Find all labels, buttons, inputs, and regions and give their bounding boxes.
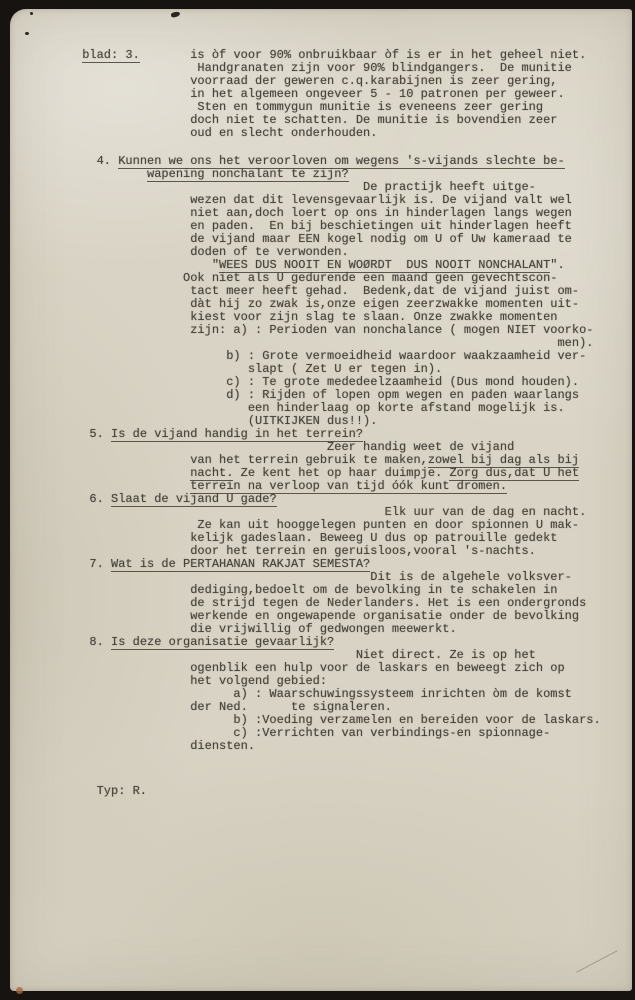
typewritten-line: d) : Rijden of lopen opm wegen en paden waarlangs xyxy=(75,388,580,402)
typewritten-line: 8. Is deze organisatie gevaarlijk? xyxy=(75,635,335,649)
typewritten-line: doden of te verwonden. xyxy=(75,245,349,259)
typewritten-line: diensten. xyxy=(75,739,256,753)
typewritten-line: dediging,bedoelt om de bevolking in te schakelen in xyxy=(75,583,558,597)
typewritten-line: "WEES DUS NOOIT EN WOØRDT DUS NOOIT NONCHALANT". xyxy=(75,258,565,272)
typewritten-line: 4. Kunnen we ons het veroorloven om wegens 's-vijands slechte be- xyxy=(75,154,565,168)
typewritten-line: slapt ( Zet U er tegen in). xyxy=(75,362,443,376)
typewritten-line: Dit is de algehele volksver- xyxy=(75,570,572,584)
typewritten-line: Sten en tommygun munitie is eveneens zeer gering xyxy=(75,100,544,114)
typewritten-line: Elk uur van de dag en nacht. xyxy=(75,505,587,519)
typewritten-line: wezen dat dit levensgevaarlijk is. De vijand valt wel xyxy=(75,193,572,207)
typewritten-line: c) : Te grote mededeelzaamheid (Dus mond houden). xyxy=(75,375,580,389)
typewritten-line: het volgend gebied: xyxy=(75,674,328,688)
typewritten-line: tact meer heeft gehad. Bedenk,dat de vijand juist om- xyxy=(75,284,580,298)
document-page xyxy=(10,9,632,991)
typewritten-line: een hinderlaag op korte afstand mogelijk is. xyxy=(75,401,565,415)
typewritten-line: Ze kan uit hooggelegen punten en door spionnen U mak- xyxy=(75,518,580,532)
typewritten-line: ogenblik een hulp voor de laskars en beweegt zich op xyxy=(75,661,565,675)
typewritten-line: en paden. En bij beschietingen uit hinderlagen heeft xyxy=(75,219,572,233)
ink-speck xyxy=(30,12,33,15)
ink-speck xyxy=(25,32,29,35)
typewritten-line: Ook niet als U gedurende een maand geen gevechtscon- xyxy=(75,271,558,285)
typewritten-line: a) : Waarschuwingssysteem inrichten òm de komst xyxy=(75,687,572,701)
typewritten-line: c) :Verrichten van verbindings-en spionnage- xyxy=(75,726,551,740)
typewritten-line: blad: 3. is òf voor 90% onbruikbaar òf is er in het geheel niet. xyxy=(82,48,587,62)
typewritten-line: voorraad der geweren c.q.karabijnen is zeer gering, xyxy=(75,74,558,88)
typewritten-line: door het terrein en geruisloos,vooral 's-nachts. xyxy=(75,544,536,558)
typewritten-line: kelijk gadeslaan. Beweeg U dus op patrouille gedekt xyxy=(75,531,558,545)
typewritten-line: b) : Grote vermoeidheid waardoor waakzaamheid ver- xyxy=(75,349,587,363)
typewritten-line: 6. Slaat de vijand U gade? xyxy=(75,492,277,506)
typewritten-line: De practijk heeft uitge- xyxy=(75,180,536,194)
rust-speck xyxy=(16,987,23,994)
typewritten-line: Handgranaten zijn voor 90% blindgangers. De munitie xyxy=(75,61,572,75)
typewritten-line: terrein na verloop van tijd óók kunt dromen. xyxy=(190,479,508,493)
typewritten-line: oud en slecht onderhouden. xyxy=(75,126,378,140)
typewritten-line: van het terrein gebruik te maken,zowel bij dag als bij xyxy=(75,453,580,467)
typewritten-lines xyxy=(10,9,632,798)
typewritten-line: der Ned. te signaleren. xyxy=(75,700,392,714)
typewritten-line: de vijand maar EEN kogel nodig om U of Uw kameraad te xyxy=(75,232,572,246)
typewritten-line: niet aan,doch loert op ons in hinderlagen langs wegen xyxy=(75,206,572,220)
typewritten-line: doch niet te schatten. De munitie is bovendien zeer xyxy=(75,113,558,127)
typewritten-line: Niet direct. Ze is op het xyxy=(75,648,536,662)
typewritten-line: werkende en ongewapende organisatie onder de bevolking xyxy=(75,609,580,623)
typewritten-line: (UITKIJKEN dus!!). xyxy=(75,414,378,428)
typewritten-line: dàt hij zo zwak is,onze eigen zeerzwakke momenten uit- xyxy=(75,297,580,311)
typewritten-line: kiest voor zijn slag te slaan. Onze zwakke momenten xyxy=(75,310,558,324)
typewritten-line: wapening nonchalant te zijn? xyxy=(147,167,349,181)
typewritten-line: men). xyxy=(75,336,594,350)
typewritten-line: zijn: a) : Perioden van nonchalance ( mogen NIET voorko- xyxy=(75,323,594,337)
typewritten-line: die vrijwillig of gedwongen meewerkt. xyxy=(75,622,457,636)
typewritten-line: Zeer handig weet de vijand xyxy=(75,440,515,454)
paper-crease xyxy=(576,950,626,988)
typewritten-line: nacht. Ze kent het op haar duimpje. Zorg dus,dat U het xyxy=(190,466,580,480)
typewritten-line: Typ: R. xyxy=(75,784,148,798)
typewritten-line: de strijd tegen de Nederlanders. Het is een ondergronds xyxy=(75,596,587,610)
typewritten-line: 7. Wat is de PERTAHANAN RAKJAT SEMESTA? xyxy=(75,557,371,571)
typewritten-line: in het algemeen ongeveer 5 - 10 patronen per geweer. xyxy=(75,87,565,101)
typewritten-line: 5. Is de vijand handig in het terrein? xyxy=(75,427,364,441)
typewritten-line: b) :Voeding verzamelen en bereiden voor de laskars. xyxy=(75,713,601,727)
